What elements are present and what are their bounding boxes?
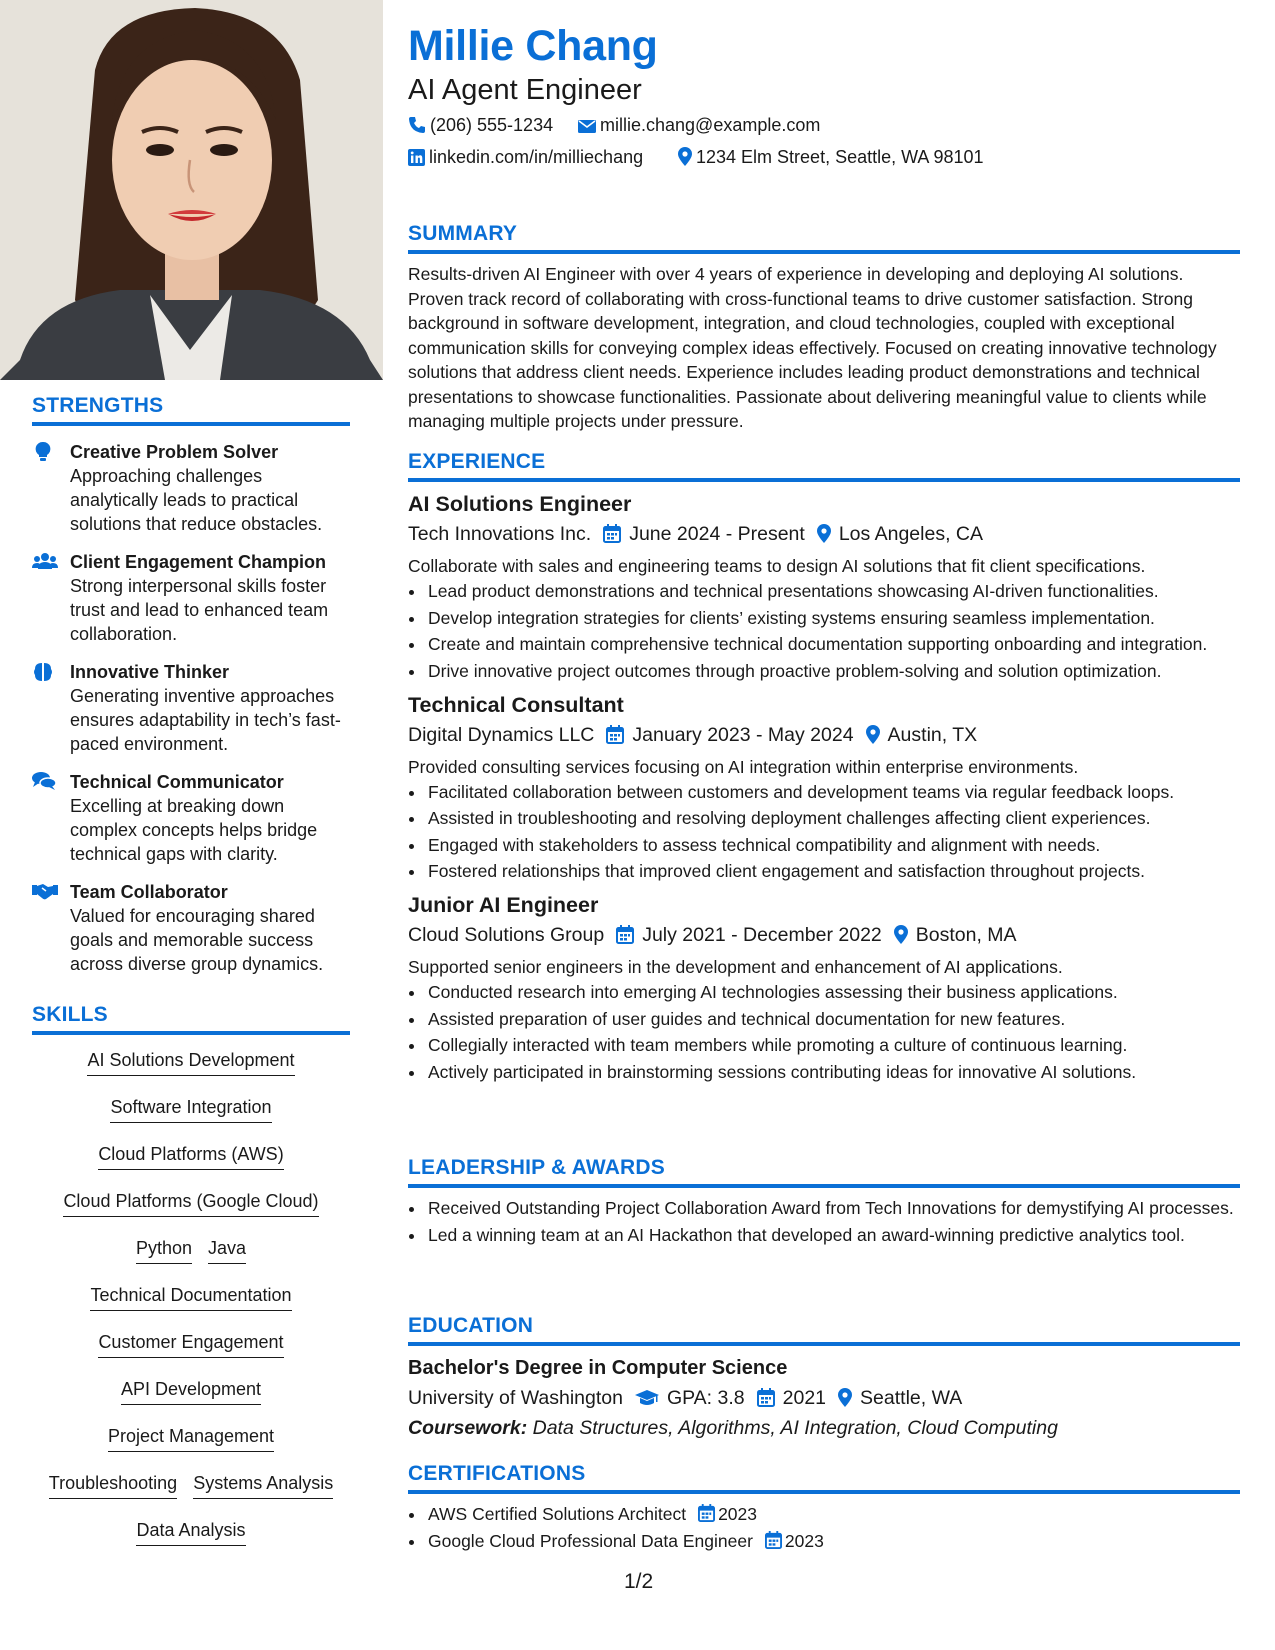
bullet-item: • Collegially interacted with team members while promoting a culture of continuous learning. xyxy=(426,1033,1240,1057)
bullet-item: • Actively participated in brainstorming sessions contributing ideas for innovative AI solutions. xyxy=(426,1060,1240,1084)
skill-tag: Data Analysis xyxy=(136,1519,245,1546)
bullet-item: • Create and maintain comprehensive technical documentation supporting onboarding and integration. xyxy=(426,632,1240,656)
skill-tag: AI Solutions Development xyxy=(87,1049,294,1076)
bullet-item: • Assisted in troubleshooting and resolving deployment challenges affecting client experiences. xyxy=(426,806,1240,830)
address-text: 1234 Elm Street, Seattle, WA 98101 xyxy=(696,147,984,167)
job-dates: July 2021 - December 2022 xyxy=(642,924,882,946)
job-location: Los Angeles, CA xyxy=(838,523,984,545)
strength-item xyxy=(32,880,350,976)
summary-section xyxy=(408,222,1240,434)
coursework-label: Coursework: xyxy=(408,1417,528,1439)
portrait-illustration xyxy=(0,0,383,380)
strength-item xyxy=(32,770,350,866)
calendar-icon xyxy=(616,925,634,944)
certifications-section xyxy=(408,1462,1240,1555)
job-company: Digital Dynamics LLC xyxy=(408,723,595,746)
job-meta xyxy=(408,520,1240,548)
linkedin-contact xyxy=(408,146,643,168)
summary-heading: SUMMARY xyxy=(408,222,1240,254)
strengths-heading: STRENGTHS xyxy=(32,394,350,426)
calendar-icon xyxy=(603,524,621,543)
strength-description: Valued for encouraging shared goals and memorable success across diverse group dynamics. xyxy=(70,906,324,974)
leadership-heading: LEADERSHIP & AWARDS xyxy=(408,1156,1240,1188)
linkedin-text: linkedin.com/in/milliechang xyxy=(429,147,644,167)
map-pin-icon xyxy=(866,725,880,744)
skill-tag: Cloud Platforms (Google Cloud) xyxy=(63,1190,318,1217)
bullet-item: • Fostered relationships that improved client engagement and satisfaction throughout projects. xyxy=(426,859,1240,883)
strength-item xyxy=(32,440,350,536)
address-contact xyxy=(678,146,984,168)
certification-list xyxy=(408,1502,1240,1553)
candidate-name: Millie Chang xyxy=(408,22,658,70)
skill-tag: Customer Engagement xyxy=(98,1331,283,1358)
bullet-item: • Develop integration strategies for clients’ existing systems ensuring seamless implementation. xyxy=(426,606,1240,630)
skill-tag: Software Integration xyxy=(110,1096,271,1123)
job-description: Provided consulting services focusing on AI integration within enterprise environments. xyxy=(408,756,1079,777)
summary-text: Results-driven AI Engineer with over 4 years of experience in developing and deploying AI solutions. Proven track record of collaborating with cross-functional teams to drive customer satisfaction. Strong background in software development, integration, and cloud technologies, coupled with exceptional communication skills for conveying complex ideas effectively. Focused on creating innovative technology solutions that address client needs. Experience includes leading product demonstrations and technical presentations to showcase functionalities. Passionate about delivering meaningful value to clients while managing multiple projects under pressure. xyxy=(408,264,1217,431)
job-location: Austin, TX xyxy=(887,723,978,746)
calendar-icon xyxy=(757,1388,775,1407)
skill-row xyxy=(32,1425,350,1452)
calendar-icon xyxy=(606,725,624,744)
certification-year: 2023 xyxy=(718,1504,758,1524)
page-number: 1/2 xyxy=(624,1570,654,1593)
skill-tag: Java xyxy=(208,1237,246,1264)
school-location: Seattle, WA xyxy=(860,1387,963,1409)
strength-title: Innovative Thinker xyxy=(70,662,230,682)
coursework xyxy=(408,1414,1240,1442)
strengths-section xyxy=(32,394,350,976)
bullet-item: • Facilitated collaboration between customers and development teams via regular feedback loops. xyxy=(426,780,1240,804)
certifications-heading: CERTIFICATIONS xyxy=(408,1462,1240,1494)
skill-tag: Troubleshooting xyxy=(49,1472,177,1499)
job-dates: June 2024 - Present xyxy=(629,523,805,545)
job-bullets xyxy=(408,780,1240,884)
skill-tag: Python xyxy=(136,1237,192,1264)
certification-name: Google Cloud Professional Data Engineer xyxy=(428,1530,753,1551)
email-text: millie.chang@example.com xyxy=(600,115,821,135)
strength-title: Team Collaborator xyxy=(70,882,228,902)
candidate-role: AI Agent Engineer xyxy=(408,74,642,106)
skills-section xyxy=(32,1003,350,1546)
skill-tag: Project Management xyxy=(108,1425,274,1452)
bullet-item: • Led a winning team at an AI Hackathon that developed an award-winning predictive analytics tool. xyxy=(426,1223,1240,1247)
skill-row xyxy=(32,1237,350,1264)
job-dates: January 2023 - May 2024 xyxy=(632,723,854,746)
calendar-icon xyxy=(765,1531,782,1549)
phone-text: (206) 555-1234 xyxy=(430,115,554,135)
linkedin-icon xyxy=(408,149,425,166)
envelope-icon xyxy=(578,118,596,134)
job-company: Tech Innovations Inc. xyxy=(408,523,592,545)
job-description: Collaborate with sales and engineering teams to design AI solutions that fit client specifications. xyxy=(408,556,1146,576)
job-meta xyxy=(408,921,1240,949)
skill-tag: API Development xyxy=(121,1378,261,1405)
education-heading: EDUCATION xyxy=(408,1314,1240,1346)
bullet-item: • Conducted research into emerging AI technologies assessing their business applications. xyxy=(426,980,1240,1004)
certification-name: AWS Certified Solutions Architect xyxy=(428,1504,687,1524)
certification-item xyxy=(426,1529,1240,1553)
job-location: Boston, MA xyxy=(915,924,1017,946)
strength-description: Generating inventive approaches ensures adaptability in tech’s fast-paced environment. xyxy=(70,686,341,754)
job-meta xyxy=(408,721,1240,749)
job-entry xyxy=(408,891,1240,1084)
map-pin-icon xyxy=(678,147,692,166)
brain-icon xyxy=(32,661,56,681)
skill-row xyxy=(32,1519,350,1546)
bullet-item: • Drive innovative project outcomes through proactive problem-solving and solution optimization. xyxy=(426,659,1240,683)
profile-photo xyxy=(0,0,383,380)
job-title: Junior AI Engineer xyxy=(408,893,599,917)
strength-description: Excelling at breaking down complex concepts helps bridge technical gaps with clarity. xyxy=(70,796,318,864)
job-description: Supported senior engineers in the development and enhancement of AI applications. xyxy=(408,957,1063,977)
job-entry xyxy=(408,490,1240,683)
degree-title: Bachelor's Degree in Computer Science xyxy=(408,1357,788,1379)
skill-row xyxy=(32,1143,350,1170)
leadership-bullets xyxy=(408,1196,1240,1247)
gpa: GPA: 3.8 xyxy=(666,1387,745,1409)
job-title: Technical Consultant xyxy=(408,692,624,717)
job-entry xyxy=(408,691,1240,884)
handshake-icon xyxy=(32,881,56,901)
skill-tag: Systems Analysis xyxy=(193,1472,333,1499)
strength-title: Technical Communicator xyxy=(70,772,284,792)
bullet-item: • Received Outstanding Project Collaboration Award from Tech Innovations for demystifying AI processes. xyxy=(426,1196,1240,1220)
skill-row xyxy=(32,1284,350,1311)
strength-title: Creative Problem Solver xyxy=(70,442,279,462)
phone-icon xyxy=(408,116,426,134)
certification-year: 2023 xyxy=(784,1530,824,1551)
skill-tag: Cloud Platforms (AWS) xyxy=(98,1143,283,1170)
job-bullets xyxy=(408,579,1240,683)
skill-row xyxy=(32,1096,350,1123)
strength-item xyxy=(32,660,350,756)
strength-description: Strong interpersonal skills foster trust and lead to enhanced team collaboration. xyxy=(70,576,329,644)
map-pin-icon xyxy=(817,524,831,543)
graduation-cap-icon xyxy=(635,1389,659,1407)
users-icon xyxy=(32,551,56,571)
school-name: University of Washington xyxy=(408,1387,623,1409)
bullet-item: • Engaged with stakeholders to assess technical compatibility and alignment with needs. xyxy=(426,833,1240,857)
leadership-section xyxy=(408,1156,1240,1249)
skill-tag: Technical Documentation xyxy=(90,1284,291,1311)
skill-row xyxy=(32,1472,350,1499)
strength-description: Approaching challenges analytically leads to practical solutions that reduce obstacles. xyxy=(70,466,323,534)
map-pin-icon xyxy=(838,1388,852,1407)
job-bullets xyxy=(408,980,1240,1084)
map-pin-icon xyxy=(894,925,908,944)
skill-row xyxy=(32,1049,350,1076)
graduation-year: 2021 xyxy=(782,1387,827,1409)
skills-heading: SKILLS xyxy=(32,1003,350,1035)
skill-row xyxy=(32,1331,350,1358)
bullet-item: • Assisted preparation of user guides and technical documentation for new features. xyxy=(426,1007,1240,1031)
education-section xyxy=(408,1314,1240,1442)
strength-title: Client Engagement Champion xyxy=(70,552,327,572)
comments-icon xyxy=(32,771,56,791)
lightbulb-icon xyxy=(32,441,56,461)
strength-item xyxy=(32,550,350,646)
job-company: Cloud Solutions Group xyxy=(408,924,605,946)
skill-row xyxy=(32,1378,350,1405)
phone-contact xyxy=(408,114,553,136)
calendar-icon xyxy=(698,1504,715,1522)
experience-heading: EXPERIENCE xyxy=(408,450,1240,482)
bullet-item: • Lead product demonstrations and technical presentations showcasing AI-driven functionalities. xyxy=(426,579,1240,603)
sidebar xyxy=(0,0,383,1650)
certification-item xyxy=(426,1502,1240,1526)
email-contact xyxy=(578,114,820,136)
skill-row xyxy=(32,1190,350,1217)
education-meta xyxy=(408,1384,1240,1412)
experience-section xyxy=(408,450,1240,1086)
coursework-list: Data Structures, Algorithms, AI Integration, Cloud Computing xyxy=(532,1417,1058,1439)
job-title: AI Solutions Engineer xyxy=(408,492,632,516)
